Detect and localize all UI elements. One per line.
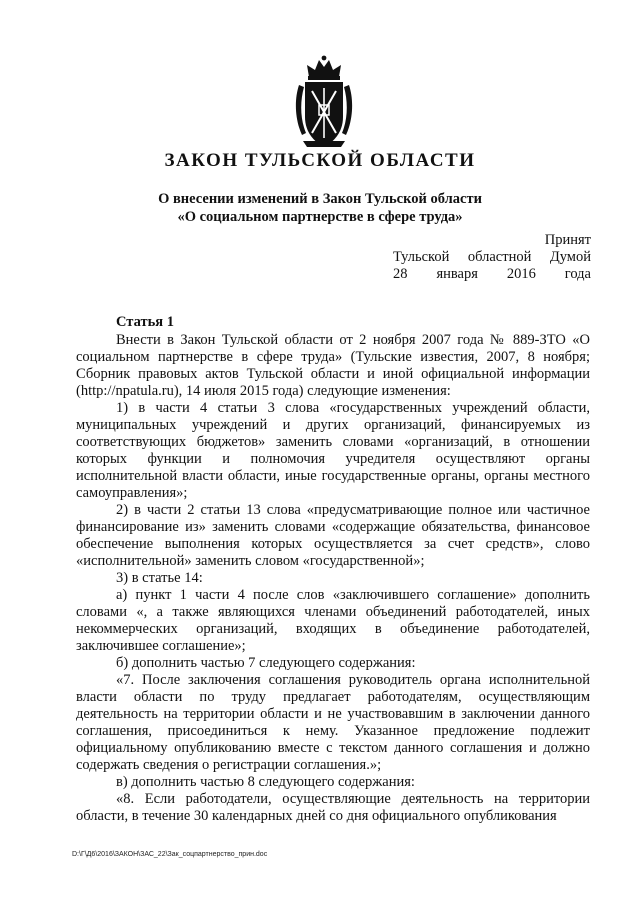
paragraph: «8. Если работодатели, осуществляющие деятельность на территории области, в течение 30 календарных дней со дня официального опубликования — [76, 791, 590, 824]
adopted-date-line — [393, 266, 591, 283]
subtitle-line-1: О внесении изменений в Закон Тульской области — [158, 191, 482, 207]
adoption-block — [393, 232, 591, 283]
file-path-footer: D:\Г\Д6\2016\ЗАКОН\ЗАС_22\Зак_соцпартнерство_прин.doc — [72, 851, 268, 858]
law-subtitle — [0, 190, 640, 226]
adopted-word: Думой — [549, 249, 591, 265]
law-title: ЗАКОН ТУЛЬСКОЙ ОБЛАСТИ — [164, 150, 476, 171]
adopted-label: Принят — [544, 232, 591, 248]
subtitle-line-2: «О социальном партнерстве в сфере труда» — [177, 209, 463, 225]
paragraph: в) дополнить частью 8 следующего содержания: — [116, 774, 415, 790]
article-body — [76, 314, 590, 825]
adopted-month: января — [436, 266, 478, 282]
adopted-year-word: года — [564, 266, 591, 282]
tula-coat-of-arms-icon — [293, 55, 355, 151]
adopted-by-line — [393, 249, 591, 266]
paragraph: «7. После заключения соглашения руководитель органа исполнительной власти области по труду предлагает работодателям, осуществляющим деятельность на территории области и не участвовавшим в заключении данного соглашения, присоединиться к нему. Указанное предложение подлежит официальному опубликованию вместе с текстом данного соглашения и должно содержать сведения о регистрации соглашения.»; — [76, 672, 590, 773]
paragraph: б) дополнить частью 7 следующего содержания: — [116, 655, 416, 671]
adopted-year: 2016 — [506, 266, 536, 282]
paragraph: 2) в части 2 статьи 13 слова «предусматривающие полное или частичное финансирование из» заменить словами «содержащие обязательства, финансовое обеспечение выполнения которых осуществляется за счет средств», слово «исполнительной» заменить словом «государственной»; — [76, 502, 590, 569]
adopted-word: Тульской — [393, 249, 450, 265]
paragraph: 3) в статье 14: — [116, 570, 203, 586]
adopted-word: областной — [467, 249, 532, 265]
paragraph: а) пункт 1 части 4 после слов «заключившего соглашение» дополнить словами «, а также являющихся членами объединений работодателей, иных некоммерческих организаций, входящих в объединение работодателей, заключившее соглашение»; — [76, 587, 590, 654]
paragraph: 1) в части 4 статьи 3 слова «государственных учреждений области, муниципальных учреждений и других организаций, финансируемых из соответствующих бюджетов» заменить словами «организаций, в отношении которых функции и полномочия учредителя осуществляют органы исполнительной власти области, иные государственные органы, органы местного самоуправления»; — [76, 400, 590, 501]
article-heading: Статья 1 — [116, 314, 174, 330]
adopted-day: 28 — [393, 266, 408, 282]
paragraph: Внести в Закон Тульской области от 2 ноября 2007 года № 889-ЗТО «О социальном партнерстве в сфере труда» (Тульские известия, 2007, 8 ноября; Сборник правовых актов Тульской области и иной официальной информации (http://npatula.ru), 14 июля 2015 года) следующие изменения: — [76, 332, 590, 399]
